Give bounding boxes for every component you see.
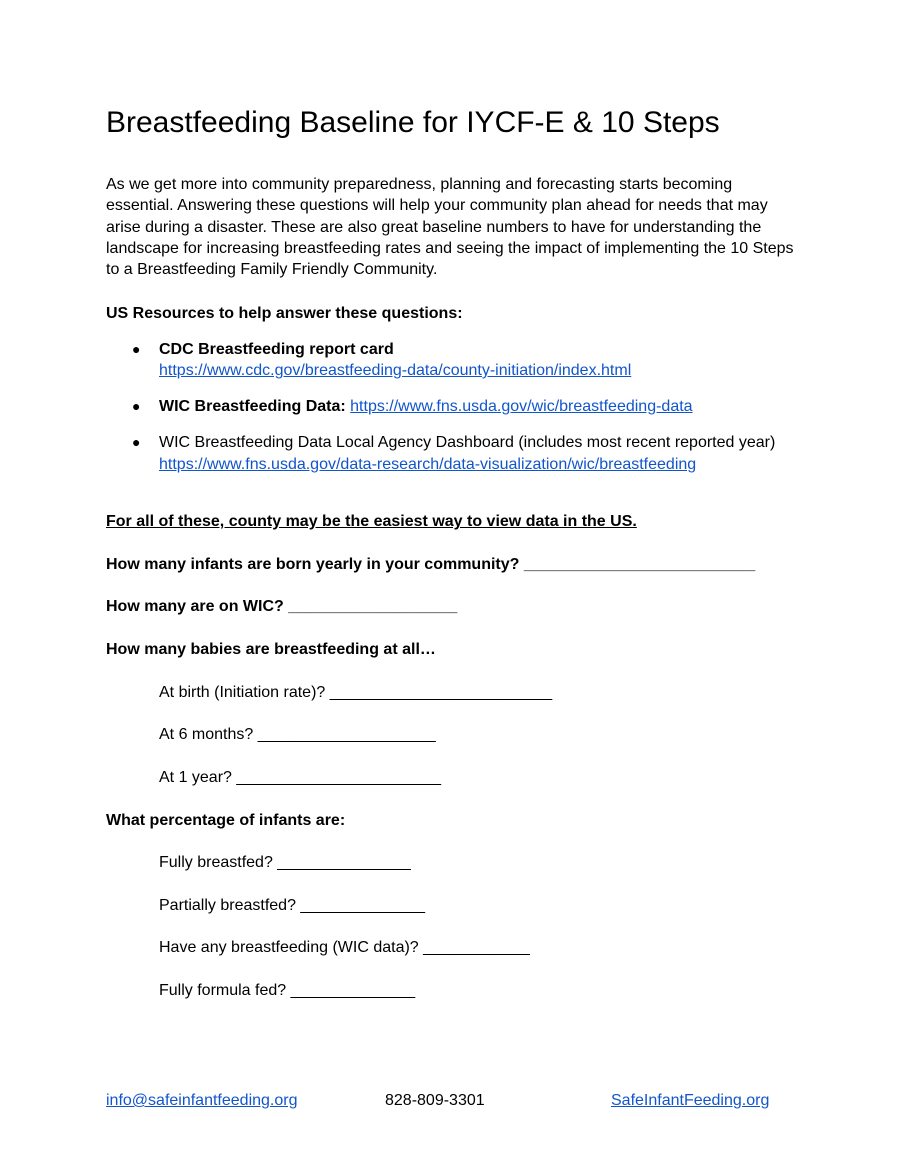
question-fully-breastfed: Fully breastfed? _______________ — [159, 854, 411, 871]
resource-link-wic[interactable]: https://www.fns.usda.gov/wic/breastfeeding-data — [350, 398, 693, 415]
question-at-6-months: At 6 months? ____________________ — [159, 726, 436, 743]
question-any-breastfeeding: Have any breastfeeding (WIC data)? ____________ — [159, 939, 530, 956]
question-fully-formula: Fully formula fed? ______________ — [159, 982, 416, 999]
resource-link-cdc[interactable]: https://www.cdc.gov/breastfeeding-data/county-initiation/index.html — [159, 362, 632, 379]
resource-item-row — [159, 396, 693, 417]
intro-paragraph: As we get more into community preparedness, planning and forecasting starts becoming essential. Answering these questions will help your community plan ahead for needs that may arise during a disaster. These are also great baseline numbers to have for understanding the landscape for increasing breastfeeding rates and seeing the impact of implementing the 10 Steps to a Breastfeeding Family Friendly Community. — [106, 176, 794, 279]
question-on-wic: How many are on WIC? ___________________ — [106, 598, 458, 615]
bullet-marker: ● — [132, 434, 141, 450]
footer-website-link[interactable]: SafeInfantFeeding.org — [611, 1092, 770, 1109]
resource-item-label: WIC Breastfeeding Data Local Agency Dashboard (includes most recent reported year) — [159, 434, 776, 451]
resource-item-label: CDC Breastfeeding report card — [159, 341, 394, 358]
county-note: For all of these, county may be the easiest way to view data in the US. — [106, 513, 637, 530]
resource-link-dashboard[interactable]: https://www.fns.usda.gov/data-research/data-visualization/wic/breastfeeding — [159, 456, 697, 473]
footer-email-link[interactable]: info@safeinfantfeeding.org — [106, 1092, 298, 1109]
question-at-birth: At birth (Initiation rate)? _________________________ — [159, 684, 553, 701]
question-at-1-year: At 1 year? _______________________ — [159, 769, 442, 786]
question-infants-born: How many infants are born yearly in your community? __________________________ — [106, 556, 756, 573]
bullet-marker: ● — [132, 398, 141, 414]
breastfeeding-heading: How many babies are breastfeeding at all… — [106, 641, 436, 658]
document-title: Breastfeeding Baseline for IYCF-E & 10 Steps — [106, 106, 720, 139]
resource-item-label: WIC Breastfeeding Data: — [159, 398, 346, 415]
bullet-marker: ● — [132, 341, 141, 357]
question-partially-breastfed: Partially breastfed? ______________ — [159, 897, 425, 914]
resources-heading: US Resources to help answer these questions: — [106, 305, 463, 322]
footer-phone: 828-809-3301 — [385, 1092, 485, 1109]
percentage-heading: What percentage of infants are: — [106, 812, 346, 829]
